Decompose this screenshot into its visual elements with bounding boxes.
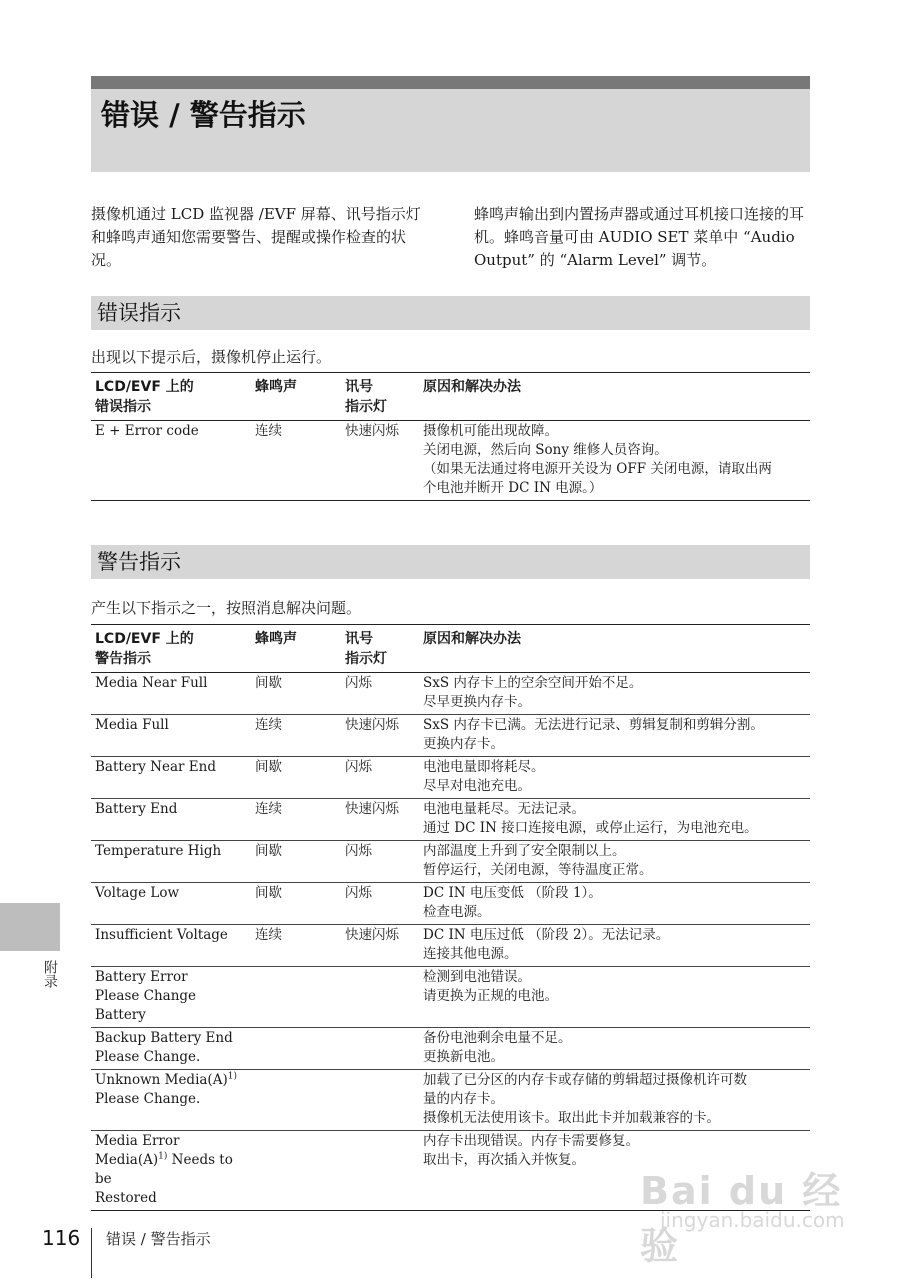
solution-cell [419, 673, 810, 715]
col-header-display [91, 373, 251, 421]
header-line: LCD/EVF 上的 [95, 379, 194, 395]
header-line: 蜂鸣声 [255, 631, 297, 647]
solution-line: 暂停运行，关闭电源，等待温度正常。 [423, 862, 653, 878]
solution-line: DC IN 电压过低 （阶段 2）。无法记录。 [423, 927, 670, 943]
appendix-side-label: 附录 [42, 960, 58, 988]
lamp-cell: 闪烁 [345, 885, 372, 901]
footer-divider [91, 1228, 92, 1278]
display-cell [91, 1028, 251, 1070]
lamp-cell: 快速闪烁 [345, 927, 399, 943]
display-text-part: Media(A) [95, 1152, 159, 1168]
error-section-lead: 出现以下提示后，摄像机停止运行。 [91, 348, 332, 366]
solution-cell [419, 925, 810, 967]
buzzer-cell: 连续 [255, 423, 282, 439]
title-top-rule [91, 76, 810, 89]
display-text: Voltage Low [95, 885, 179, 901]
table-row [91, 1070, 810, 1131]
header-line: 蜂鸣声 [255, 379, 297, 395]
solution-line: 加载了已分区的内存卡或存储的剪辑超过摄像机许可数 [423, 1072, 747, 1088]
col-header-lamp [341, 373, 419, 421]
watermark-url: jingyan.baidu.com [660, 1208, 845, 1232]
buzzer-cell: 间歇 [255, 885, 282, 901]
display-text: Restored [95, 1190, 157, 1206]
display-text: Battery End [95, 801, 178, 817]
solution-line: 连接其他电源。 [423, 946, 518, 962]
buzzer-cell: 连续 [255, 927, 282, 943]
solution-line: 摄像机无法使用该卡。取出此卡并加载兼容的卡。 [423, 1110, 720, 1126]
table-row [91, 1028, 810, 1070]
display-text: E + Error code [95, 423, 199, 439]
display-cell [91, 757, 251, 799]
display-cell [91, 799, 251, 841]
lamp-cell [341, 1028, 419, 1070]
table-row [91, 883, 810, 925]
warning-table-header-row [91, 625, 810, 673]
solution-line: 请更换为正规的电池。 [423, 988, 558, 1004]
error-section-heading: 错误指示 [91, 296, 810, 330]
solution-line: 通过 DC IN 接口连接电源，或停止运行，为电池充电。 [423, 820, 758, 836]
solution-cell [419, 757, 810, 799]
display-text: Battery Near End [95, 759, 216, 775]
error-table-header-row [91, 373, 810, 421]
solution-line: 检测到电池错误。 [423, 969, 531, 985]
solution-cell [419, 799, 810, 841]
display-text-part: Needs to be [95, 1152, 233, 1187]
solution-cell [419, 1028, 810, 1070]
page-number: 116 [42, 1226, 81, 1250]
display-cell [91, 715, 251, 757]
display-cell [91, 841, 251, 883]
solution-cell [419, 715, 810, 757]
solution-cell [419, 883, 810, 925]
solution-line: 内部温度上升到了安全限制以上。 [423, 843, 626, 859]
baidu-jingyan-watermark [640, 1160, 880, 1268]
table-row [91, 757, 810, 799]
solution-line: 检查电源。 [423, 904, 491, 920]
header-line: 警告指示 [95, 651, 151, 667]
display-cell [91, 925, 251, 967]
display-cell [91, 967, 251, 1028]
lamp-cell: 快速闪烁 [345, 801, 399, 817]
table-row [91, 673, 810, 715]
table-row [91, 967, 810, 1028]
col-header-buzzer [251, 625, 341, 673]
display-text: Media Full [95, 717, 169, 733]
display-text [95, 1151, 247, 1189]
display-text: Please Change Battery [95, 988, 197, 1023]
solution-line: 取出卡，再次插入并恢复。 [423, 1152, 585, 1168]
table-row [91, 799, 810, 841]
intro-left-paragraph: 摄像机通过 LCD 监视器 /EVF 屏幕、讯号指示灯和蜂鸣声通知您需要警告、提醒或操作检查的状况。 [91, 205, 421, 269]
appendix-side-tab [0, 903, 60, 951]
display-text: Temperature High [95, 843, 222, 859]
buzzer-cell: 间歇 [255, 843, 282, 859]
header-line: LCD/EVF 上的 [95, 631, 194, 647]
intro-right-paragraph: 蜂鸣声输出到内置扬声器或通过耳机接口连接的耳机。蜂鸣音量可由 AUDIO SET 菜单中 “Audio Output” 的 “Alarm Level” 调节。 [474, 205, 805, 269]
table-row [91, 715, 810, 757]
lamp-cell [341, 1131, 419, 1211]
display-cell [91, 673, 251, 715]
solution-line: 更换内存卡。 [423, 736, 504, 752]
solution-line: SxS 内存卡已满。无法进行记录、剪辑复制和剪辑分割。 [423, 717, 764, 733]
footer-title: 错误 / 警告指示 [106, 1230, 211, 1248]
solution-line: 电池电量即将耗尽。 [423, 759, 545, 775]
warning-section-heading: 警告指示 [91, 545, 810, 579]
buzzer-cell: 间歇 [255, 759, 282, 775]
lamp-cell: 快速闪烁 [345, 717, 399, 733]
solution-line: 尽早对电池充电。 [423, 778, 531, 794]
solution-line: 内存卡出现错误。内存卡需要修复。 [423, 1133, 639, 1149]
solution-line: 关闭电源，然后向 Sony 维修人员咨询。 [423, 442, 668, 458]
display-cell [91, 1131, 251, 1211]
header-line: 指示灯 [345, 651, 387, 667]
lamp-cell: 闪烁 [345, 843, 372, 859]
lamp-cell: 闪烁 [345, 675, 372, 691]
buzzer-cell [251, 1131, 341, 1211]
header-line: 讯号 [345, 631, 373, 647]
solution-line: 电池电量耗尽。无法记录。 [423, 801, 585, 817]
warning-table [91, 624, 810, 1211]
solution-cell [419, 421, 810, 501]
solution-line: 个电池并断开 DC IN 电源。） [423, 480, 603, 496]
watermark-logo: Bai du 经验 [640, 1169, 843, 1268]
display-text: Please Change. [95, 1049, 201, 1065]
col-header-solution [419, 625, 810, 673]
lamp-cell: 快速闪烁 [345, 423, 399, 439]
header-line: 讯号 [345, 379, 373, 395]
lamp-cell [341, 1070, 419, 1131]
lamp-cell: 闪烁 [345, 759, 372, 775]
header-line: 指示灯 [345, 399, 387, 415]
error-table [91, 372, 810, 501]
solution-line: （如果无法通过将电源开关设为 OFF 关闭电源，请取出两 [423, 461, 772, 477]
table-row [91, 925, 810, 967]
header-line: 原因和解决办法 [423, 631, 521, 647]
solution-line: 更换新电池。 [423, 1049, 504, 1065]
solution-cell [419, 841, 810, 883]
buzzer-cell: 连续 [255, 717, 282, 733]
solution-line: 摄像机可能出现故障。 [423, 423, 558, 439]
buzzer-cell [251, 1070, 341, 1131]
lamp-cell [341, 967, 419, 1028]
display-cell [91, 1070, 251, 1131]
title-banner [91, 89, 810, 172]
display-text: Battery Error [95, 969, 188, 985]
table-row [91, 841, 810, 883]
page-title: 错误 / 警告指示 [101, 98, 306, 132]
solution-cell [419, 967, 810, 1028]
solution-line: 量的内存卡。 [423, 1091, 504, 1107]
col-header-solution [419, 373, 810, 421]
display-text [95, 1071, 247, 1090]
display-text: Please Change. [95, 1091, 201, 1107]
display-text: Media Error [95, 1133, 180, 1149]
col-header-buzzer [251, 373, 341, 421]
display-cell [91, 421, 251, 501]
solution-line: 备份电池剩余电量不足。 [423, 1030, 572, 1046]
display-cell [91, 883, 251, 925]
header-line: 错误指示 [95, 399, 151, 415]
footnote-marker: 1) [227, 1071, 237, 1082]
display-text-part: Unknown Media(A) [95, 1072, 228, 1088]
buzzer-cell: 连续 [255, 801, 282, 817]
display-text: Insufficient Voltage [95, 927, 228, 943]
display-text: Backup Battery End [95, 1030, 233, 1046]
buzzer-cell [251, 1028, 341, 1070]
solution-cell [419, 1070, 810, 1131]
solution-line: DC IN 电压变低 （阶段 1）。 [423, 885, 602, 901]
solution-line: 尽早更换内存卡。 [423, 694, 531, 710]
header-line: 原因和解决办法 [423, 379, 521, 395]
col-header-lamp [341, 625, 419, 673]
col-header-display [91, 625, 251, 673]
solution-line: SxS 内存卡上的空余空间开始不足。 [423, 675, 643, 691]
buzzer-cell: 间歇 [255, 675, 282, 691]
footnote-marker: 1) [158, 1151, 168, 1162]
table-row [91, 421, 810, 501]
warning-section-lead: 产生以下指示之一，按照消息解决问题。 [91, 599, 362, 617]
buzzer-cell [251, 967, 341, 1028]
display-text: Media Near Full [95, 675, 208, 691]
